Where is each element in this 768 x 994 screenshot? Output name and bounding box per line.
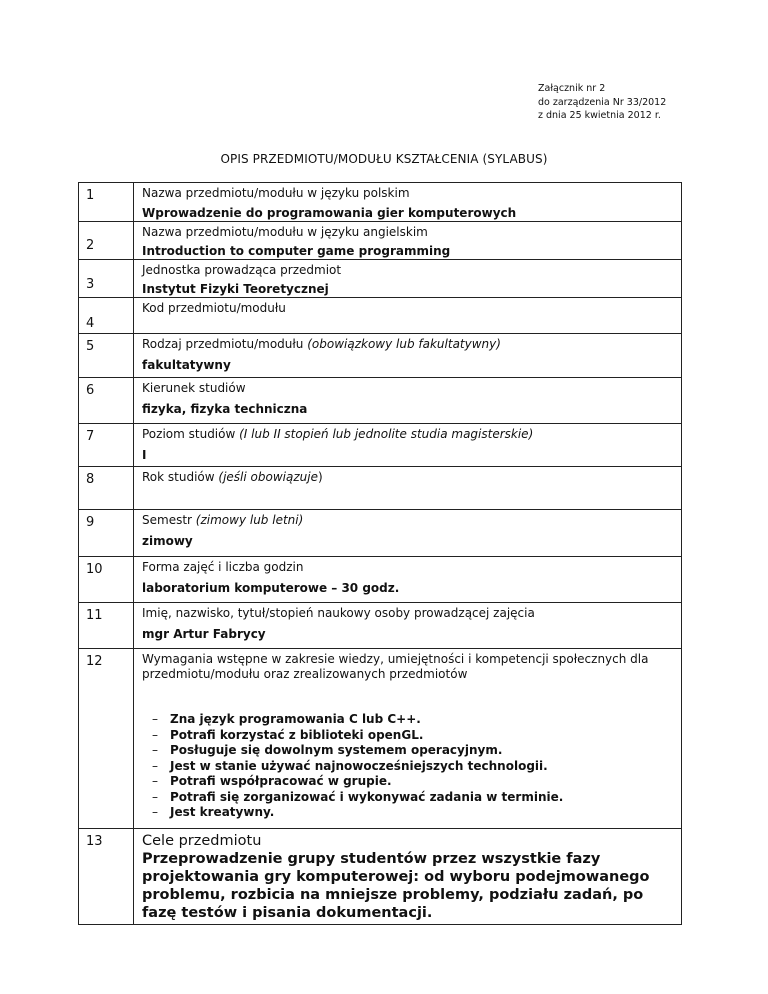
- row-value: zimowy: [142, 534, 193, 548]
- row-value: Wprowadzenie do programowania gier komputerowych: [142, 206, 517, 220]
- row-content: [134, 603, 682, 649]
- row-content: [134, 183, 682, 222]
- table-row: [79, 510, 682, 557]
- list-item: – Potrafi korzystać z biblioteki openGL.: [152, 728, 675, 744]
- row-label: Rodzaj przedmiotu/modułu (obowiązkowy lub fakultatywny): [142, 337, 501, 351]
- row-number: 12: [79, 649, 134, 829]
- row-value: Przeprowadzenie grupy studentów przez wszystkie fazy projektowania gry komputerowej: od wyboru podejmowanego problemu, rozbicia na mniejsze problemy, podziału zadań, po fazę testów i pisania dokumentacji.: [142, 851, 650, 921]
- table-row: [79, 649, 682, 829]
- row-content: [134, 334, 682, 378]
- row-content: [134, 378, 682, 424]
- row-content: [134, 829, 682, 925]
- row-label: Rok studiów (jeśli obowiązuje): [142, 470, 323, 484]
- row-label: Semestr (zimowy lub letni): [142, 513, 304, 527]
- table-row: [79, 298, 682, 334]
- table-row: [79, 183, 682, 222]
- row-label: Imię, nazwisko, tytuł/stopień naukowy osoby prowadzącej zajęcia: [142, 606, 535, 620]
- row-number: 3: [79, 260, 134, 298]
- row-label: Cele przedmiotu: [142, 833, 262, 849]
- table-row: [79, 557, 682, 603]
- row-label: Wymagania wstępne w zakresie wiedzy, umiejętności i kompetencji społecznych dla przedmiotu/modułu oraz zrealizowanych przedmiotów: [142, 652, 649, 681]
- table-row: [79, 334, 682, 378]
- row-value: fakultatywny: [142, 358, 231, 372]
- row-number: 5: [79, 334, 134, 378]
- row-value: fizyka, fizyka techniczna: [142, 402, 308, 416]
- table-row: [79, 260, 682, 298]
- row-number: 8: [79, 467, 134, 510]
- row-number: 4: [79, 298, 134, 334]
- row-label: Kierunek studiów: [142, 381, 246, 395]
- list-item: – Jest w stanie używać najnowocześniejszych technologii.: [152, 759, 675, 775]
- syllabus-table: [78, 182, 682, 925]
- row-label: Kod przedmiotu/modułu: [142, 301, 286, 315]
- table-row: [79, 424, 682, 467]
- table-row: [79, 603, 682, 649]
- attachment-line-3: z dnia 25 kwietnia 2012 r.: [538, 110, 661, 121]
- row-label: Jednostka prowadząca przedmiot: [142, 263, 342, 277]
- row-content: [134, 424, 682, 467]
- row-value: I: [142, 448, 147, 462]
- table-row: [79, 467, 682, 510]
- list-item: – Jest kreatywny.: [152, 805, 675, 821]
- row-label: Nazwa przedmiotu/modułu w języku angielskim: [142, 225, 428, 239]
- list-item: – Potrafi współpracować w grupie.: [152, 774, 675, 790]
- row-number: 2: [79, 222, 134, 260]
- row-number: 10: [79, 557, 134, 603]
- row-number: 9: [79, 510, 134, 557]
- requirements-list: [152, 712, 675, 821]
- list-item: – Posługuje się dowolnym systemem operacyjnym.: [152, 743, 675, 759]
- table-row: [79, 829, 682, 925]
- row-value: mgr Artur Fabrycy: [142, 627, 266, 641]
- attachment-line-2: do zarządzenia Nr 33/2012: [538, 96, 667, 108]
- row-content: [134, 298, 682, 334]
- row-number: 1: [79, 183, 134, 222]
- row-value: laboratorium komputerowe – 30 godz.: [142, 581, 400, 595]
- row-content: [134, 222, 682, 260]
- row-number: 13: [79, 829, 134, 925]
- row-label: Forma zajęć i liczba godzin: [142, 560, 304, 574]
- row-content: [134, 467, 682, 510]
- row-number: 11: [79, 603, 134, 649]
- row-content: [134, 649, 682, 829]
- table-row: [79, 378, 682, 424]
- row-value: Introduction to computer game programming: [142, 244, 451, 258]
- row-number: 7: [79, 424, 134, 467]
- attachment-note: [538, 82, 666, 123]
- row-content: [134, 260, 682, 298]
- row-label: Nazwa przedmiotu/modułu w języku polskim: [142, 186, 410, 200]
- document-title: OPIS PRZEDMIOTU/MODUŁU KSZTAŁCENIA (SYLABUS): [220, 152, 548, 166]
- row-content: [134, 557, 682, 603]
- row-label: Poziom studiów (I lub II stopień lub jednolite studia magisterskie): [142, 427, 534, 441]
- attachment-line-1: Załącznik nr 2: [538, 83, 606, 94]
- table-row: [79, 222, 682, 260]
- list-item: – Zna język programowania C lub C++.: [152, 712, 675, 728]
- row-number: 6: [79, 378, 134, 424]
- row-content: [134, 510, 682, 557]
- row-value: Instytut Fizyki Teoretycznej: [142, 282, 329, 296]
- list-item: – Potrafi się zorganizować i wykonywać zadania w terminie.: [152, 790, 675, 806]
